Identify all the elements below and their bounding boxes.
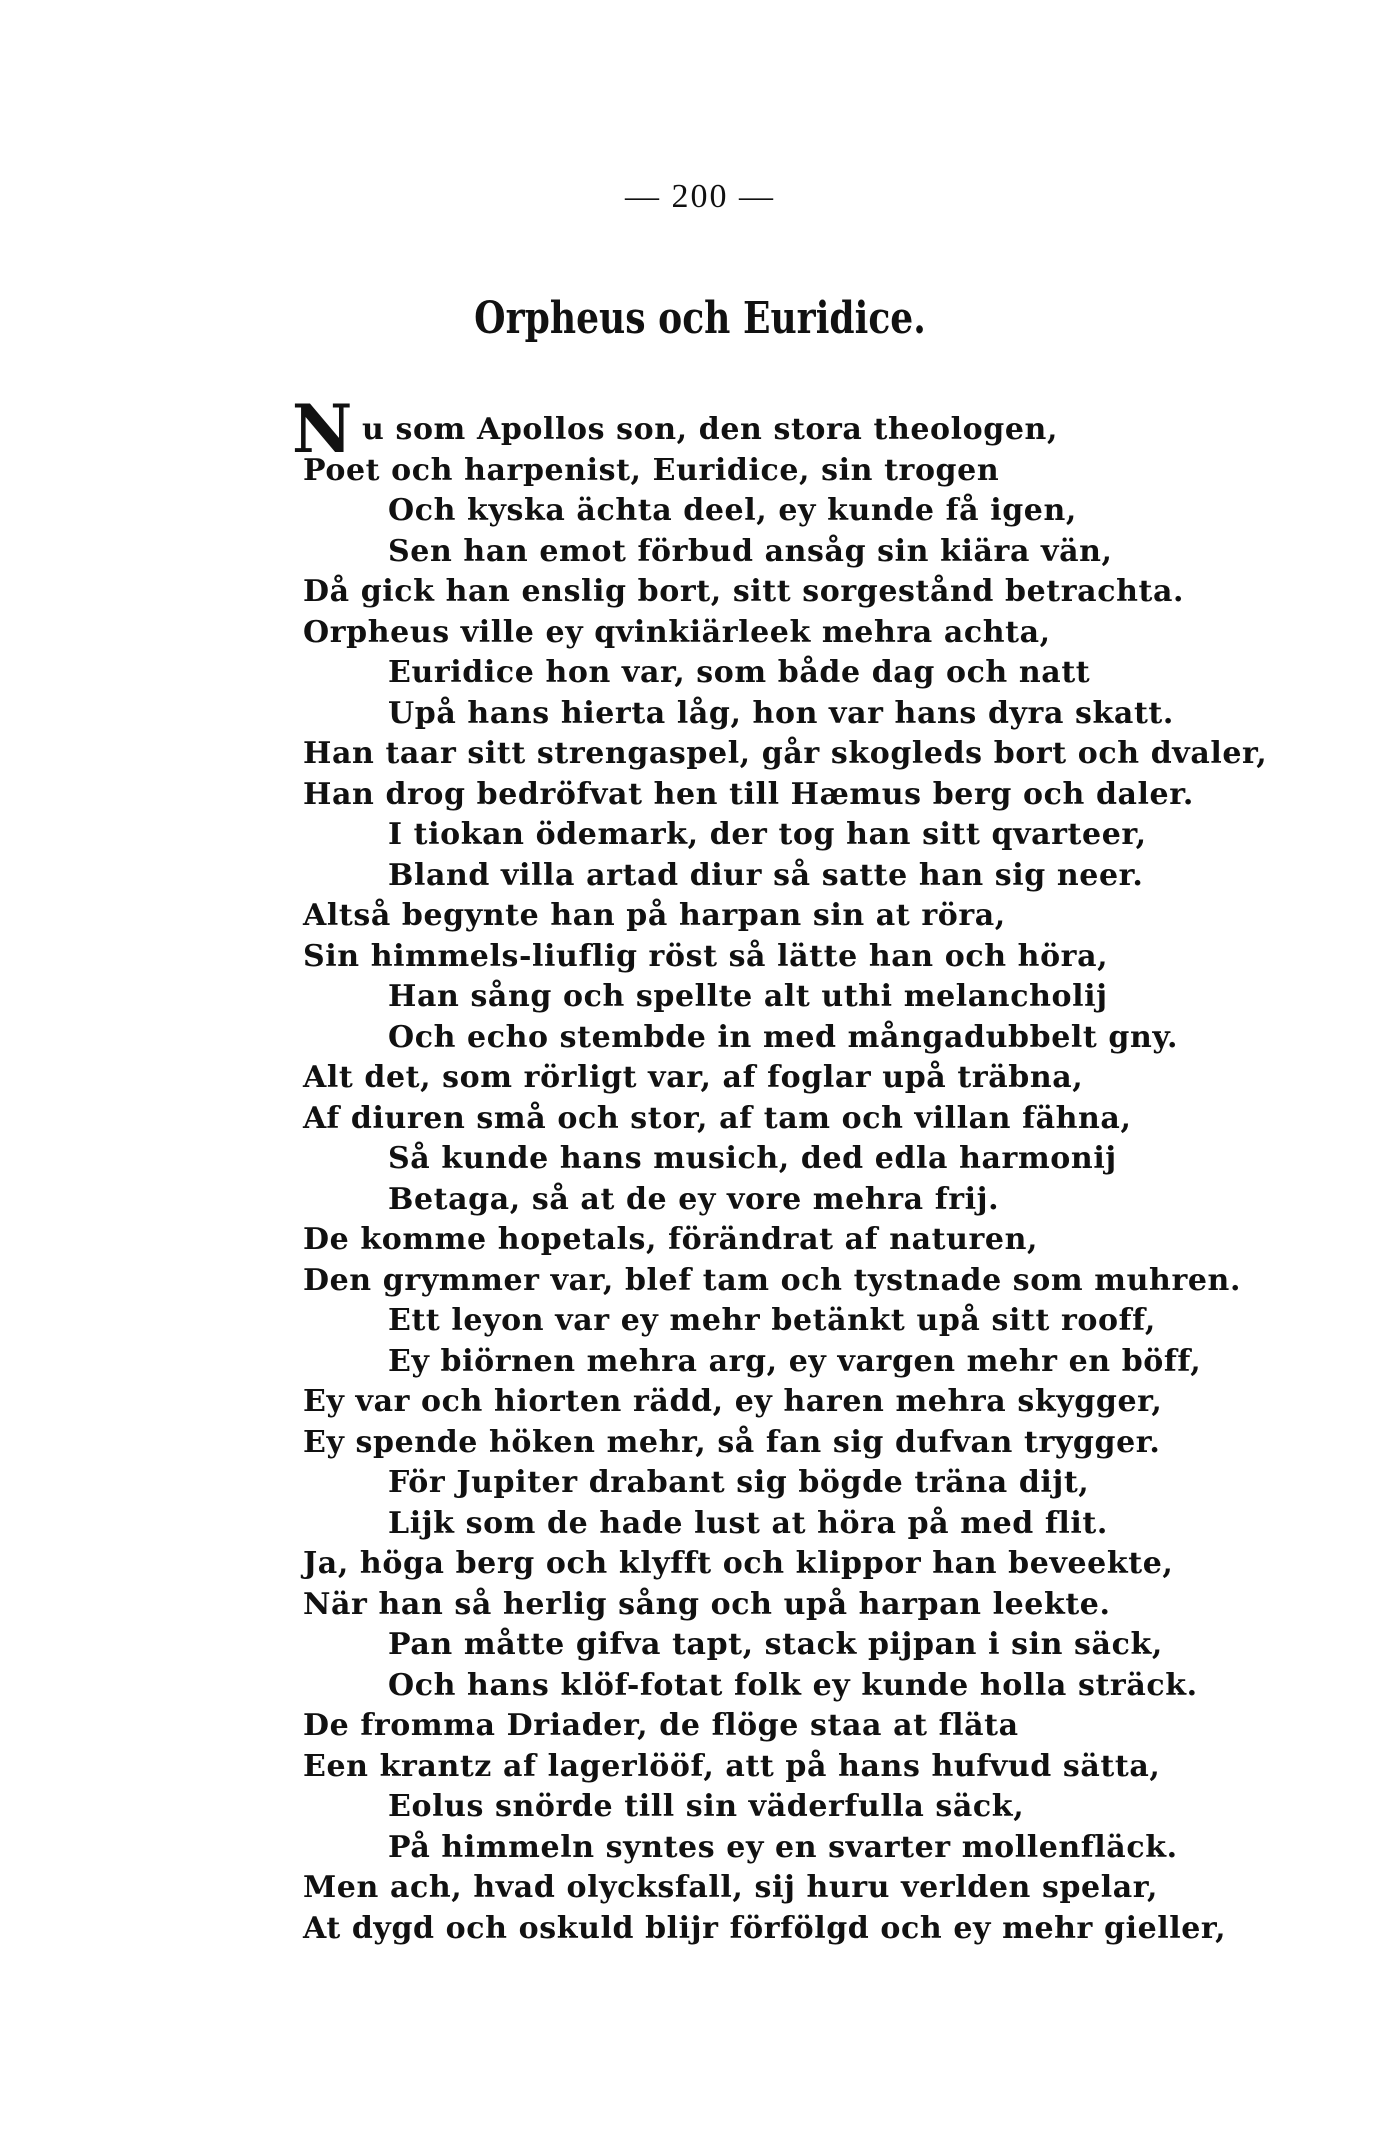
verse-line: Eolus snörde till sin väderfulla säck, — [388, 1789, 1025, 1824]
verse-line: Den grymmer var, blef tam och tystnade som muhren. — [303, 1262, 1241, 1298]
verse-line: Och hans klöf-fotat folk ey kunde holla sträck. — [388, 1667, 1198, 1703]
verse-line: Altså begynte han på harpan sin at röra, — [303, 898, 1006, 933]
verse-line: När han så herlig sång och upå harpan leekte. — [303, 1586, 1111, 1622]
verse-line: De komme hopetals, förändrat af naturen, — [303, 1222, 1039, 1257]
verse-line: Pan måtte gifva tapt, stack pijpan i sin säck, — [388, 1627, 1163, 1662]
verse-line: Alt det, som rörligt var, af foglar upå träbna, — [303, 1060, 1084, 1095]
verse-line: Af diuren små och stor, af tam och villan fähna, — [303, 1100, 1132, 1136]
verse-line: Så kunde hans musich, ded edla harmonij — [388, 1141, 1117, 1176]
verse-line: Lijk som de hade lust at höra på med flit. — [388, 1505, 1108, 1541]
verse-line: Upå hans hierta låg, hon var hans dyra skatt. — [388, 695, 1174, 731]
verse-line: At dygd och oskuld blijr förfölgd och ey mehr gieller, — [303, 1910, 1227, 1946]
verse-line: Poet och harpenist, Euridice, sin trogen — [303, 452, 1000, 488]
verse-line: Een krantz af lagerlööf, att på hans hufvud sätta, — [303, 1748, 1161, 1784]
verse-line: Ja, höga berg och klyfft och klippor han beveekte, — [303, 1546, 1174, 1581]
verse-line: För Jupiter drabant sig bögde träna dijt, — [388, 1465, 1090, 1500]
verse-line: Betaga, så at de ey vore mehra frij. — [388, 1181, 1000, 1217]
verse-line: Och echo stembde in med mångadubbelt gny. — [388, 1019, 1178, 1055]
verse-line: Han drog bedröfvat hen till Hæmus berg och daler. — [303, 776, 1194, 812]
verse-line: u som Apollos son, den stora theologen, — [362, 412, 1058, 447]
verse-line: Och kyska ächta deel, ey kunde få igen, — [388, 493, 1077, 528]
page-number: — 200 — — [625, 178, 775, 215]
verse-line: Sin himmels-liuflig röst så lätte han och höra, — [303, 938, 1109, 974]
verse-line: Ett leyon var ey mehr betänkt upå sitt rooff, — [388, 1303, 1156, 1338]
verse-line: Ey var och hiorten rädd, ey haren mehra skygger, — [303, 1384, 1163, 1419]
verse-line: Men ach, hvad olycksfall, sij huru verlden spelar, — [303, 1870, 1159, 1905]
verse-line: På himmeln syntes ey en svarter mollenfläck. — [388, 1829, 1178, 1865]
verse-line: Ey spende höken mehr, så fan sig dufvan trygger. — [303, 1424, 1161, 1460]
verse-line: Han taar sitt strengaspel, går skogleds bort och dvaler, — [303, 736, 1268, 771]
verse-line: Bland villa artad diur så satte han sig neer. — [388, 857, 1144, 893]
verse-line: Då gick han enslig bort, sitt sorgestånd betrachta. — [303, 574, 1185, 609]
verse-line: Sen han emot förbud ansåg sin kiära vän, — [388, 533, 1113, 569]
verse-line: De fromma Driader, de flöge staa at fläta — [303, 1708, 1019, 1743]
poem-body — [0, 410, 1400, 1949]
verse-line: Orpheus ville ey qvinkiärleek mehra achta, — [303, 614, 1051, 650]
poem-title: Orpheus och Euridice. — [474, 293, 926, 344]
drop-cap-initial: N — [292, 390, 353, 468]
verse-line: Ey biörnen mehra arg, ey vargen mehr en böff, — [388, 1343, 1202, 1379]
verse-line: I tiokan ödemark, der tog han sitt qvarteer, — [388, 817, 1147, 852]
verse-line: Euridice hon var, som både dag och natt — [388, 655, 1091, 690]
verse-line: Han sång och spellte alt uthi melancholij — [388, 979, 1108, 1014]
